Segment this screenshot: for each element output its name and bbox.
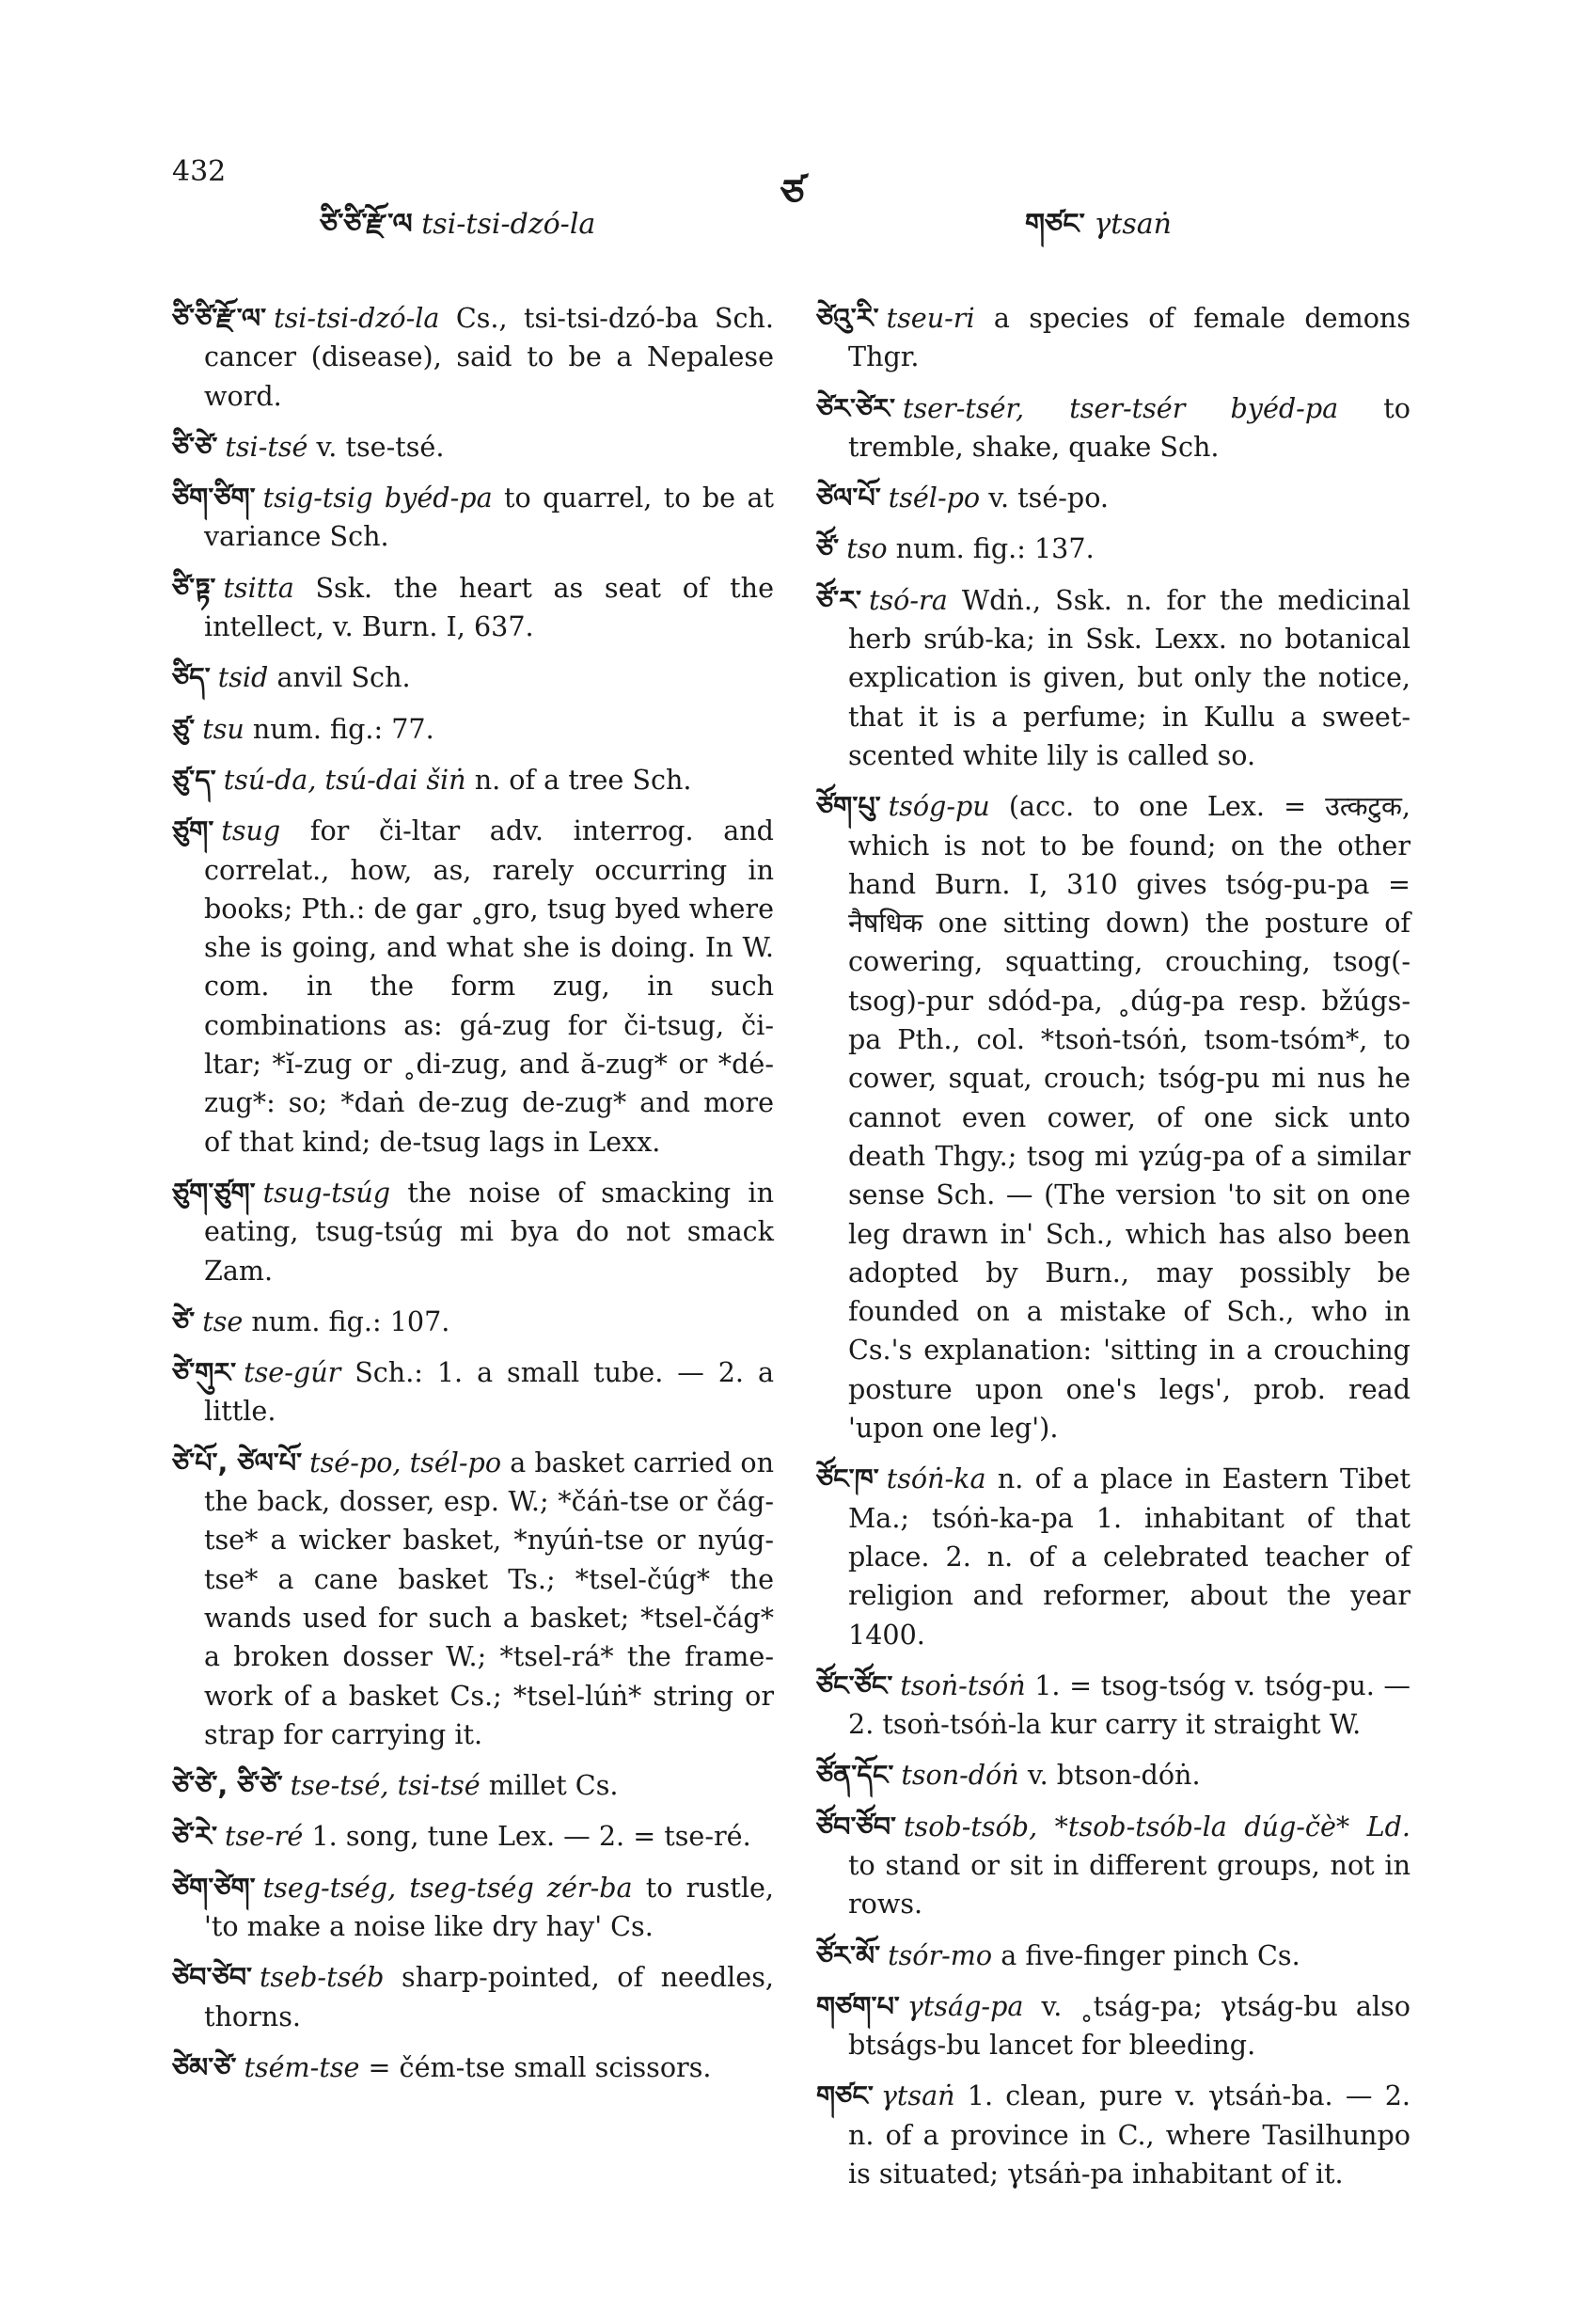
entry-headword: tsug (221, 814, 281, 847)
entry-tibetan: ཙེ་ཙེ་, ཙི་ཙེ་ (172, 1769, 283, 1802)
dictionary-entry (816, 1756, 1411, 1794)
dictionary-entry (172, 658, 774, 697)
entry-tibetan: ཙོན་དོང་ (816, 1759, 894, 1792)
entry-tibetan: ཙོག་པུ་ (816, 790, 881, 823)
entry-definition: num. fig.: 77. (244, 712, 434, 745)
entry-tibetan: ཙེམ་ཙེ་ (172, 2050, 237, 2083)
entry-headword: γtsaṅ (880, 2079, 955, 2112)
dictionary-entry (816, 1987, 1411, 2065)
entry-definition: a basket carried on the back, dosser, esp. W.; *čáṅ-tse or čág-tse* a wicker basket, *nyúṅ-tse or nyúg-tse* a cane basket Ts.; *tsel-čúg* the wands used for such a basket; *tsel-čág* a broken dosser W.; *tsel-rá* the frame-work of a basket Cs.; *tsel-lúṅ* string or strap for carrying it. (204, 1446, 774, 1750)
entry-tibetan: ཙེལ་པོ་ (816, 482, 881, 514)
entry-headword: tseg-tség, tseg-tség zér-ba (262, 1871, 633, 1904)
entry-tibetan: ཙི་ཙེ་ (172, 430, 218, 463)
entry-definition: a species of female demons Thgr. (848, 302, 1411, 373)
entry-definition: (acc. to one Lex. = उत्कटुक, which is not to be found; on the other hand Burn. I, 310 gives tsóg-pu-pa = नैषधिक one sitting down) the posture of cowering, squatting, crouching, tsog(-tsog)-pur sdód-pa, ˳dúg-pa resp. bžúgs-pa Pth., col. *tsoṅ-tsóṅ, tsom-tsóm*, to cower, squat, crouch; tsóg-pu mi nus he cannot even cower, of one sick unto death Thgy.; tsog mi γzúg-pa of a similar sense Sch. — (The version 'to sit on one leg drawn in' Sch., which has also been adopted by Burn., may possibly be founded on a mistake of Sch., who in Cs.'s explanation: 'sitting in a crouching posture upon one's legs', prob. read 'upon one leg'). (848, 790, 1411, 1445)
right-column (816, 299, 1411, 2205)
dictionary-entry (816, 2077, 1411, 2193)
entry-definition: = čém-tse small scissors. (359, 2050, 712, 2083)
dictionary-entry (816, 1667, 1411, 1745)
entry-definition: 1. song, tune Lex. — 2. = tse-ré. (303, 1820, 751, 1853)
dictionary-entry (816, 479, 1411, 517)
entry-definition: to rustle, 'to make a noise like dry hay' Cs. (204, 1871, 774, 1942)
dictionary-entry (172, 1766, 774, 1805)
page-number: 432 (172, 155, 227, 188)
dictionary-entry (816, 389, 1411, 467)
entry-tibetan: ཙེ་རེ་ (172, 1820, 218, 1853)
running-head-left-tibetan: ཙི་ཙི་རྫོ་ལ (320, 208, 413, 241)
entry-tibetan: ཙིད་ (172, 661, 211, 694)
dictionary-entry (172, 1817, 774, 1856)
running-head-left (320, 193, 595, 272)
entry-headword: tsém-tse (244, 2050, 360, 2083)
entry-tibetan: ཙིག་ཙིག་ (172, 482, 256, 514)
entry-definition: Sch.: 1. a small tube. — 2. a little. (204, 1356, 774, 1428)
entry-definition: the noise of smacking in eating, tsug-tsúg mi bya do not smack Zam. (204, 1176, 774, 1287)
entry-tibetan: ཙེ་ (172, 1304, 196, 1337)
entry-definition: v. btson-dóṅ. (1018, 1759, 1201, 1792)
entry-definition: n. of a place in Eastern Tibet Ma.; tsóṅ-ka-pa 1. inhabitant of that place. 2. n. of a celebrated teacher of religion and reformer, about the year 1400. (848, 1462, 1411, 1651)
dictionary-entry (172, 428, 774, 466)
entry-tibetan: ཙུག་ (172, 814, 214, 847)
entry-headword: tsóg-pu (888, 790, 990, 823)
dictionary-entry (816, 1808, 1411, 1924)
entry-headword: tseb-tséb (260, 1961, 385, 1994)
entry-definition: Ssk. the heart as seat of the intellect, v. Burn. I, 637. (204, 571, 774, 643)
entry-tibetan: ཙོང་ཁ་ (816, 1462, 879, 1495)
entry-headword: tsi-tsi-dzó-la (274, 302, 440, 334)
dictionary-entry (816, 1937, 1411, 1975)
entry-headword: tsug-tsúg (262, 1176, 391, 1209)
entry-definition: n. of a tree Sch. (465, 763, 692, 796)
dictionary-entry (816, 787, 1411, 1447)
entry-tibetan: ཙི་ཙི་རྫོ་ལ་ (172, 302, 267, 334)
entry-definition: to tremble, shake, quake Sch. (848, 391, 1411, 463)
entry-tibetan: ཙུ་ (172, 712, 196, 745)
entry-headword: tse-tsé, tsi-tsé (290, 1769, 481, 1802)
entry-headword: tsitta (223, 571, 294, 604)
entry-headword: tson-dóṅ (901, 1759, 1019, 1792)
entry-headword: tsig-tsig byéd-pa (262, 482, 493, 514)
dictionary-entry (172, 1444, 774, 1754)
entry-headword: tsú-da, tsú-dai šiṅ (223, 763, 466, 796)
entry-tibetan: ཙེ་པོ་, ཙེལ་པོ་ (172, 1446, 303, 1478)
entry-headword: tseu-ri (886, 302, 975, 334)
dictionary-entry (172, 761, 774, 799)
entry-definition: sharp-pointed, of needles, thorns. (204, 1961, 774, 2032)
entry-headword: tser-tsér, tser-tsér byéd-pa (903, 391, 1339, 424)
entry-definition: anvil Sch. (268, 661, 411, 694)
entry-headword: tsob-tsób, *tsob-tsób-la dúg-čè* Ld. (904, 1810, 1411, 1842)
entry-headword: tsél-po (888, 482, 981, 514)
entry-definition: for či-ltar adv. interrog. and correlat., how, as, rarely occurring in books; Pth.: de gar ˳gro, tsug byed where she is going, and what she is doing. In W. com. in the form zug, in such combinations as: gá-zug for či-tsug, či-ltar; *ĭ-zug or ˳di-zug, and ă-zug* or *dé-zug*: so; *daṅ de-zug de-zug* and more of that kind; de-tsug lags in Lexx. (204, 814, 774, 1158)
dictionary-entry (172, 1303, 774, 1341)
entry-tibetan: གཙང་ (816, 2079, 874, 2112)
entry-tibetan: ཙོ་ (816, 532, 840, 565)
entry-tibetan: ཙོང་ཙོང་ (816, 1668, 893, 1701)
entry-tibetan: ཙེར་ཙེར་ (816, 391, 896, 424)
dictionary-entry (172, 812, 774, 1162)
entry-definition: v. tsé-po. (980, 482, 1110, 514)
entry-tibetan: ཙེག་ཙེག་ (172, 1871, 256, 1904)
entry-headword: tsé-po, tsél-po (309, 1446, 502, 1478)
dictionary-entry (816, 530, 1411, 568)
entry-tibetan: ཙུག་ཙུག་ (172, 1176, 256, 1209)
dictionary-entry (172, 1353, 774, 1431)
running-head-letter: ཙ (780, 172, 805, 215)
entry-definition: to quarrel, to be at variance Sch. (204, 482, 774, 553)
entry-tibetan: ཙོར་མོ་ (816, 1938, 881, 1971)
dictionary-entry (172, 710, 774, 749)
entry-headword: tse-gúr (244, 1356, 341, 1389)
entry-tibetan: གཙག་པ་ (816, 1989, 900, 2022)
entry-definition: num. fig.: 137. (887, 532, 1095, 565)
entry-headword: tsid (217, 661, 269, 694)
entry-definition: a five-finger pinch Cs. (992, 1938, 1300, 1971)
dictionary-entry (816, 581, 1411, 775)
entry-headword: γtság-pa (906, 1989, 1024, 2022)
entry-definition: millet Cs. (480, 1769, 619, 1802)
entry-tibetan: ཙོབ་ཙོབ་ (816, 1810, 897, 1842)
dictionary-entry (172, 2048, 774, 2087)
entry-definition: to stand or sit in different groups, not in rows. (848, 1848, 1411, 1921)
entry-definition: v. tse-tsé. (307, 430, 445, 463)
dictionary-entry (172, 1869, 774, 1947)
entry-definition: 1. clean, pure v. γtsáṅ-ba. — 2. n. of a province in C., where Tasilhunpo is situated; γtsáṅ-pa inhabitant of it. (848, 2079, 1411, 2190)
entry-tibetan: ཙེའུ་རི་ (816, 302, 879, 334)
running-head-right-roman: γtsaṅ (1094, 208, 1172, 241)
running-head-left-roman: tsi-tsi-dzó-la (421, 208, 596, 241)
entry-definition: num. fig.: 107. (243, 1304, 450, 1337)
entry-definition: v. ˳tság-pa; γtság-bu also btságs-bu lancet for bleeding. (848, 1989, 1411, 2062)
entry-tibetan: ཙེབ་ཙེབ་ (172, 1961, 253, 1994)
entry-tibetan: ཙུ་ད་ (172, 763, 216, 796)
entry-headword: tsór-mo (888, 1938, 993, 1971)
entry-headword: tse-ré (225, 1820, 304, 1853)
entry-headword: tso (846, 532, 888, 565)
entry-tibetan: ཙི་ཏྟ་ (172, 571, 216, 604)
entry-headword: tsóṅ-ka (886, 1462, 986, 1495)
dictionary-entry (172, 299, 774, 416)
entry-tibetan: ཙོ་ར་ (816, 583, 862, 616)
entry-headword: tsoṅ-tsóṅ (900, 1668, 1026, 1701)
entry-definition: 1. = tsog-tsóg v. tsóg-pu. — 2. tsoṅ-tsóṅ-la kur carry it straight W. (848, 1668, 1411, 1741)
dictionary-entry (172, 1958, 774, 2036)
dictionary-entry (172, 569, 774, 647)
entry-definition: Wdṅ., Ssk. n. for the medicinal herb srúb-ka; in Ssk. Lexx. no botanical explication is given, but only the notice, that it is a perfume; in Kullu a sweet-scented white lily is called so. (848, 583, 1411, 771)
running-head-right-tibetan: གཙང་ (1025, 208, 1085, 241)
entry-tibetan: ཙེ་གུར་ (172, 1356, 237, 1389)
entry-headword: tsu (202, 712, 244, 745)
dictionary-entry (172, 479, 774, 557)
running-head-right (1025, 193, 1172, 272)
entry-headword: tsó-ra (869, 583, 948, 616)
left-column (172, 299, 774, 2099)
entry-headword: tsi-tsé (225, 430, 308, 463)
dictionary-entry (816, 299, 1411, 377)
entry-definition: Cs., tsi-tsi-dzó-ba Sch. cancer (disease), said to be a Nepalese word. (204, 302, 774, 412)
entry-headword: tse (202, 1304, 244, 1337)
dictionary-entry (816, 1460, 1411, 1653)
dictionary-entry (172, 1174, 774, 1290)
